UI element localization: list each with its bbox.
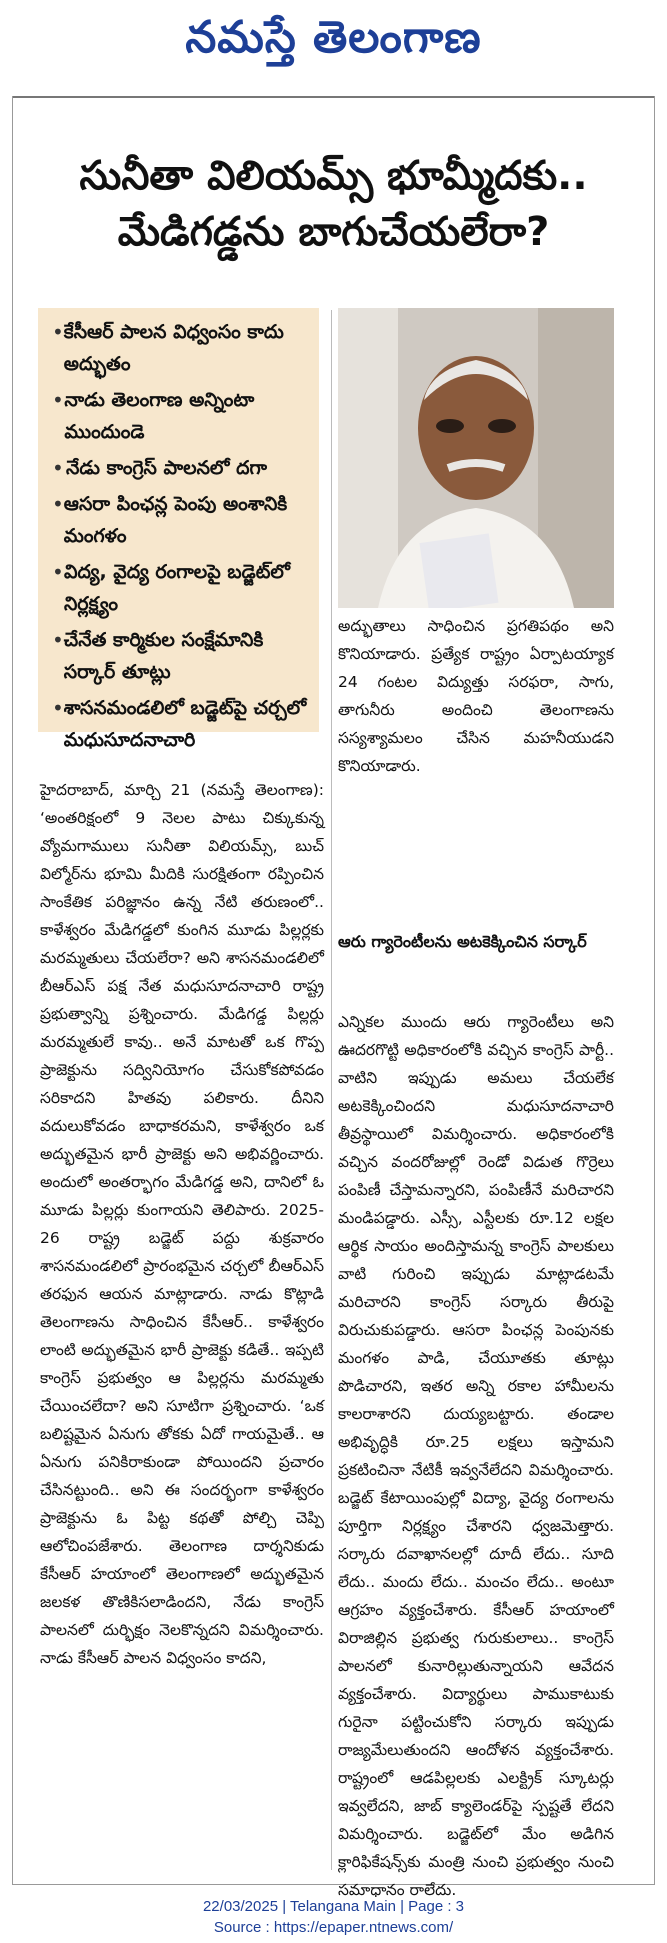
article-column-right-top: అద్భుతాలు సాధించిన ప్రగతిపథం అని కొనియాడారు. ప్రత్యేక రాష్ట్రం ఏర్పాటయ్యాక 24 గంటల విద్యుత్తు సరఫరా, సాగు, తాగునీరు అందించి తెలంగాణను సస్యశ్యామలం చేసిన మహనీయుడని కొనియాడారు. (338, 617, 614, 775)
masthead (0, 0, 667, 85)
highlight-item: • విద్య, వైద్య రంగాలపై బడ్జెట్‌లో నిర్లక్ష్యం (52, 556, 309, 620)
article-column-right-main: ఎన్నికల ముందు ఆరు గ్యారెంటీలు అని ఊదరగొట్టి అధికారంలోకి వచ్చిన కాంగ్రెస్ పార్టీ.. వాటిని ఇప్పుడు అమలు చేయలేక అటకెక్కించిందని మధుసూదనాచారి తీవ్రస్థాయిలో విమర్శించారు. అధికారంలోకి వచ్చిన వందరోజుల్లో రెండో విడుత గొర్రెలు పంపిణీ చేస్తామన్నారని, పంపిణీనే మరిచారని మండిపడ్డారు. ఎస్సీ, ఎస్టీలకు రూ.12 లక్షల ఆర్థిక సాయం అందిస్తామన్న కాంగ్రెస్ పాలకులు వాటి గురించి ఇప్పుడు మాట్లాడటమే మరిచారని కాంగ్రెస్ సర్కారు తీరుపై విరుచుకుపడ్డారు. ఆసరా పింఛన్ల పెంపునకు మంగళం పాడి, చేయూతకు తూట్లు పొడిచారని, ఇతర అన్ని రకాల హామీలను కాలరాశారని దుయ్యబట్టారు. తండాల అభివృద్ధికి రూ.25 లక్షలు ఇస్తామని ప్రకటించినా నేటికీ ఇవ్వనేలేదని విమర్శించారు. బడ్జెట్ కేటాయింపుల్లో విద్యా, వైద్య రంగాలను పూర్తిగా నిర్లక్ష్యం చేశారని ధ్వజమెత్తారు. సర్కారు దవాఖానలల్లో దూదీ లేదు.. సూది లేదు.. మందు లేదు.. మంచం లేదు.. అంటూ ఆగ్రహం వ్యక్తంచేశారు. కేసీఆర్ హయాంలో విరాజిల్లిన ప్రభుత్వ గురుకులాలు.. కాంగ్రెస్ పాలనలో కునారిల్లుతున్నాయని ఆవేదన వ్యక్తంచేశారు. విద్యార్థులు పాముకాటుకు గురైనా పట్టించుకోని సర్కారు ఇప్పుడు రాజ్యమేలుతుందని ఆందోళన వ్యక్తంచేశారు. రాష్ట్రంలో ఆడపిల్లలకు ఎలక్ట్రిక్ స్కూటర్లు ఇవ్వలేదని, జాబ్ క్యాలెండర్‌పై స్పష్టతే లేదని విమర్శించారు. బడ్జెట్‌లో మేం అడిగిన క్లారిఫికేషన్స్‌కు మంత్రి నుంచి ప్రభుత్వం నుంచి సమాధానం రాలేదు. (338, 1013, 614, 1899)
speaker-photo-illustration (338, 308, 614, 608)
speaker-photo (338, 308, 614, 608)
newspaper-title: నమస్తే తెలంగాణ (185, 11, 482, 63)
footer-date-edition: 22/03/2025 | Telangana Main | Page : 3 (202, 1898, 465, 1915)
headline-line-1: సునీతా విలియమ్స్ భూమ్మీదకు.. (79, 153, 588, 199)
highlight-item: • శాసనమండలిలో బడ్జెట్‌పై చర్చలో మధుసూదనాచారి (52, 692, 309, 756)
headline-line-2: మేడిగడ్డను బాగుచేయలేరా? (117, 209, 550, 255)
bullet-icon: • (52, 492, 64, 516)
sub-headline: ఆరు గ్యారెంటీలను అటకెక్కించిన సర్కార్ (338, 932, 587, 951)
footer-source-link[interactable]: Source : https://epaper.ntnews.com/ (213, 1919, 454, 1936)
bullet-icon: • (52, 560, 64, 584)
bullet-icon: • (52, 628, 64, 652)
highlight-item: • కేసీఆర్ పాలన విధ్వంసం కాదు అద్భుతం (52, 316, 309, 380)
highlight-item: • నాడు తెలంగాణ అన్నింటా ముందుండె (52, 384, 309, 448)
bullet-icon: • (52, 320, 64, 344)
highlight-item: • ఆసరా పింఛన్ల పెంపు అంశానికి మంగళం (52, 488, 309, 552)
bullet-icon: • (52, 696, 64, 720)
highlight-item: • నేడు కాంగ్రెస్ పాలనలో దగా (52, 452, 309, 484)
bullet-icon: • (52, 388, 64, 412)
highlight-item: • చేనేత కార్మికుల సంక్షేమానికి సర్కార్ తూట్లు (52, 624, 309, 688)
article-column-left: హైదరాబాద్, మార్చి 21 (నమస్తే తెలంగాణ): ‘అంతరిక్షంలో 9 నెలల పాటు చిక్కుకున్న వ్యోమగాములు సునీతా విలియమ్స్, బుచ్ విల్మోర్‌ను భూమి మీదికి సురక్షితంగా రప్పించిన సాంకేతిక పరిజ్ఞానం ఉన్న నేటి తరుణంలో.. కాళేశ్వరం మేడిగడ్డలో కుంగిన మూడు పిల్లర్లకు మరమ్మతులు చేయలేరా? అని శాసనమండలిలో బీఆర్‌ఎస్ పక్ష నేత మధుసూదనాచారి రాష్ట్ర ప్రభుత్వాన్ని ప్రశ్నించారు. మేడిగడ్డ పిల్లర్లు మరమ్మతులే కావు.. అనే మాటతో ఒక గొప్ప ప్రాజెక్టును సద్వినియోగం చేసుకోకపోవడం సరికాదని హితవు పలికారు. దీనిని వదులుకోవడం బాధాకరమని, కాళేశ్వరం ఒక అద్భుతమైన భారీ ప్రాజెక్టు అని అభివర్ణించారు. అందులో అంతర్భాగం మేడిగడ్డ అని, దానిలో ఓ మూడు పిల్లర్లు కుంగాయని తెలిపారు. 2025-26 రాష్ట్ర బడ్జెట్ పద్దు శుక్రవారం శాసనమండలిలో ప్రారంభమైన చర్చలో బీఆర్‌ఎస్ తరఫున ఆయన మాట్లాడారు. నాడు కొట్లాడి తెలంగాణను సాధించిన కేసీఆర్.. కాళేశ్వరం లాంటి అద్భుతమైన భారీ ప్రాజెక్టు కడితే.. ఇప్పటి కాంగ్రెస్ ప్రభుత్వం ఆ పిల్లర్లను మరమ్మతు చేయించలేదా? అని సూటిగా ప్రశ్నించారు. ‘ఒక బలిష్టమైన ఏనుగు తోకకు ఏదో గాయమైతే.. ఆ ఏనుగు పనికిరాకుండా పోయిందని ప్రచారం చేసినట్టుంది.. అని ఈ సందర్భంగా కాళేశ్వరం ప్రాజెక్టును ఓ పిట్ట కథతో పోల్చి చెప్పి ఆలోచింపజేశారు. తెలంగాణ దార్శనికుడు కేసీఆర్ హయాంలో తెలంగాణలో అద్భుతమైన జలకళ తొణికిసలాడిందని, నేడు కాంగ్రెస్ పాలనలో దుర్భిక్షం నెలకొన్నదని విమర్శించారు. నాడు కేసీఆర్ పాలన విధ్వంసం కాదని, (40, 781, 324, 1667)
highlights-box (38, 308, 319, 751)
column-divider (331, 310, 332, 1870)
bullet-icon: • (52, 456, 64, 480)
page-footer (0, 1896, 667, 1938)
